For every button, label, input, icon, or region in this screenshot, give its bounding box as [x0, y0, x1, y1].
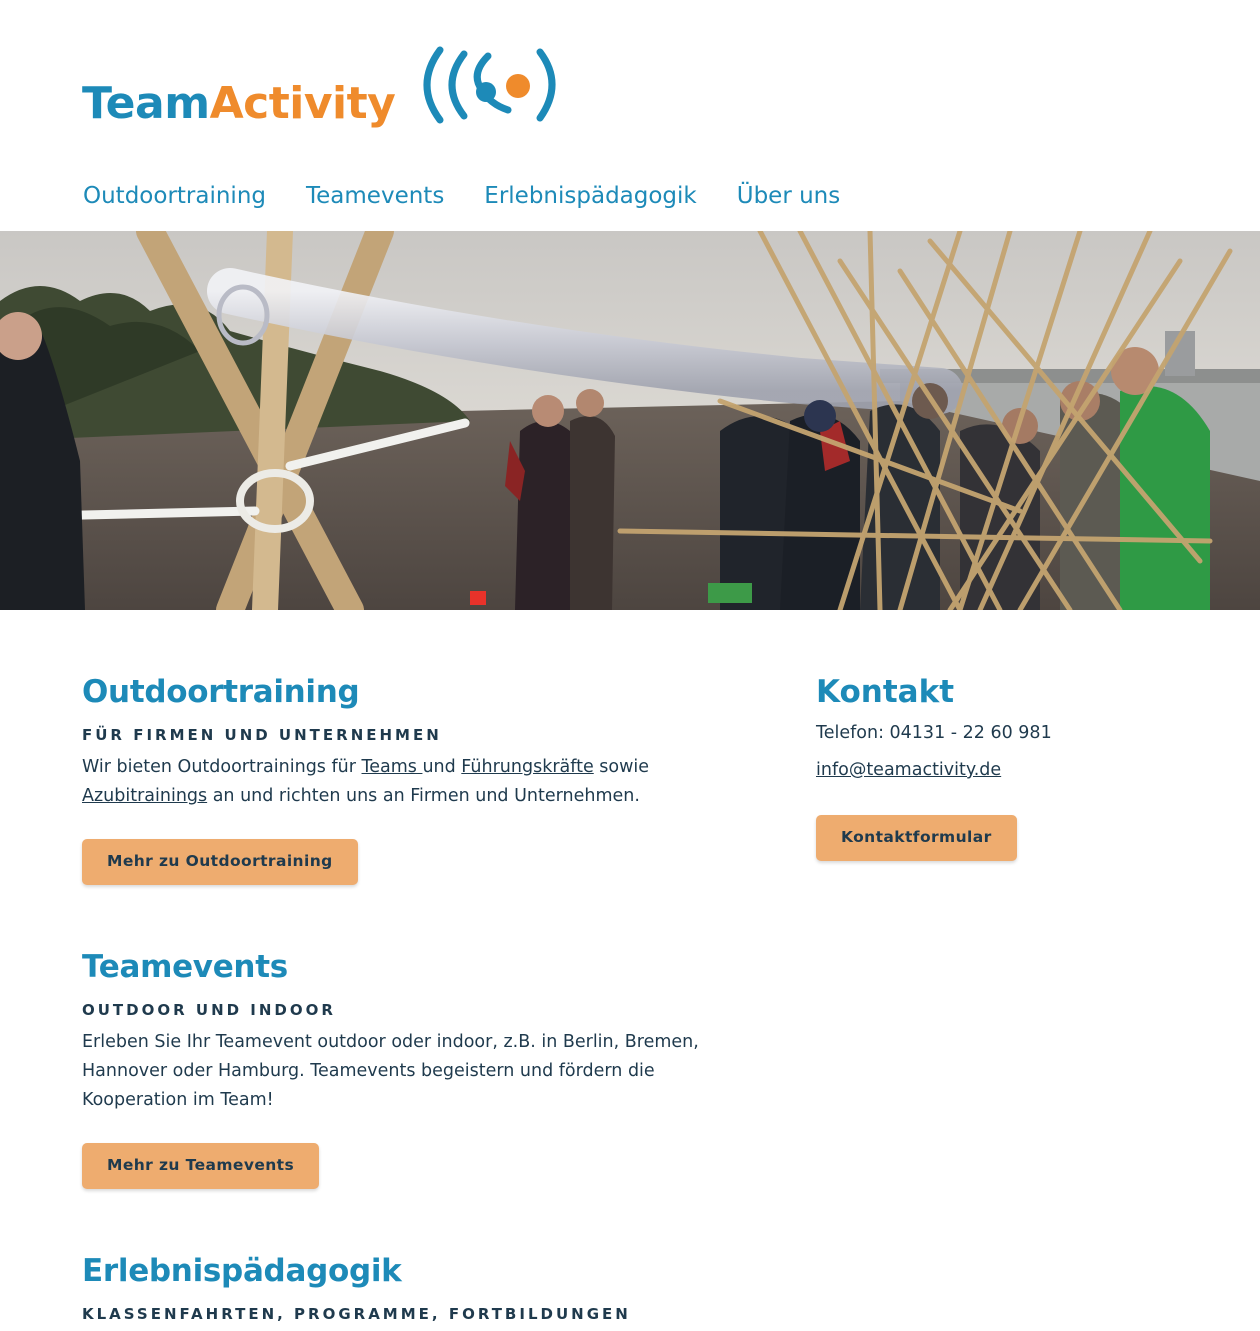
section-text [82, 753, 722, 811]
main-nav [83, 176, 840, 216]
section-title: Teamevents [82, 949, 288, 985]
hero-image [0, 231, 1260, 610]
contact-phone: Telefon: 04131 - 22 60 981 [816, 723, 1052, 743]
section-teamevents [82, 940, 722, 1189]
contact-email-line [816, 756, 1196, 785]
logo-activity-text: Activity [209, 78, 396, 129]
more-teamevents-button[interactable]: Mehr zu Teamevents [82, 1143, 319, 1189]
text-fragment: sowie [593, 757, 650, 777]
link-teams[interactable]: Teams [361, 757, 423, 777]
section-erlebnispaedagogik [82, 1244, 722, 1331]
logo-signal-icon [418, 44, 568, 126]
nav-item-erlebnispaedagogik[interactable]: Erlebnispädagogik [484, 183, 697, 209]
more-outdoortraining-button[interactable]: Mehr zu Outdoortraining [82, 839, 358, 885]
section-title: Erlebnispädagogik [82, 1253, 402, 1289]
logo[interactable] [82, 44, 602, 140]
section-subtitle: OUTDOOR UND INDOOR [82, 1001, 336, 1019]
section-subtitle: FÜR FIRMEN UND UNTERNEHMEN [82, 726, 442, 744]
section-title: Outdoortraining [82, 674, 360, 710]
nav-item-outdoortraining[interactable]: Outdoortraining [83, 183, 267, 209]
link-azubitrainings[interactable]: Azubitrainings [82, 786, 208, 806]
text-fragment: Wir bieten Outdoortrainings für [82, 757, 362, 777]
contact-form-button[interactable]: Kontaktformular [816, 815, 1017, 861]
contact-email-link[interactable]: info@teamactivity.de [816, 760, 1002, 780]
section-subtitle: KLASSENFAHRTEN, PROGRAMME, FORTBILDUNGEN [82, 1305, 631, 1323]
link-fuehrungskraefte[interactable]: Führungskräfte [461, 757, 594, 777]
hero-beach-photo [0, 231, 1260, 610]
logo-wordmark [82, 74, 395, 134]
text-fragment: und [422, 757, 462, 777]
contact-title: Kontakt [816, 674, 955, 710]
logo-team-text: Team [82, 78, 210, 129]
section-text: Erleben Sie Ihr Teamevent outdoor oder indoor, z.B. in Berlin, Bremen, Hannover oder Hamburg. Teamevents begeistern und fördern die Kooperation im Team! [82, 1032, 699, 1110]
contact-sidebar [816, 665, 1196, 861]
section-outdoortraining [82, 665, 722, 885]
nav-item-teamevents[interactable]: Teamevents [306, 183, 445, 209]
nav-item-ueber-uns[interactable]: Über uns [736, 183, 841, 209]
text-fragment: an und richten uns an Firmen und Unternehmen. [207, 786, 640, 806]
